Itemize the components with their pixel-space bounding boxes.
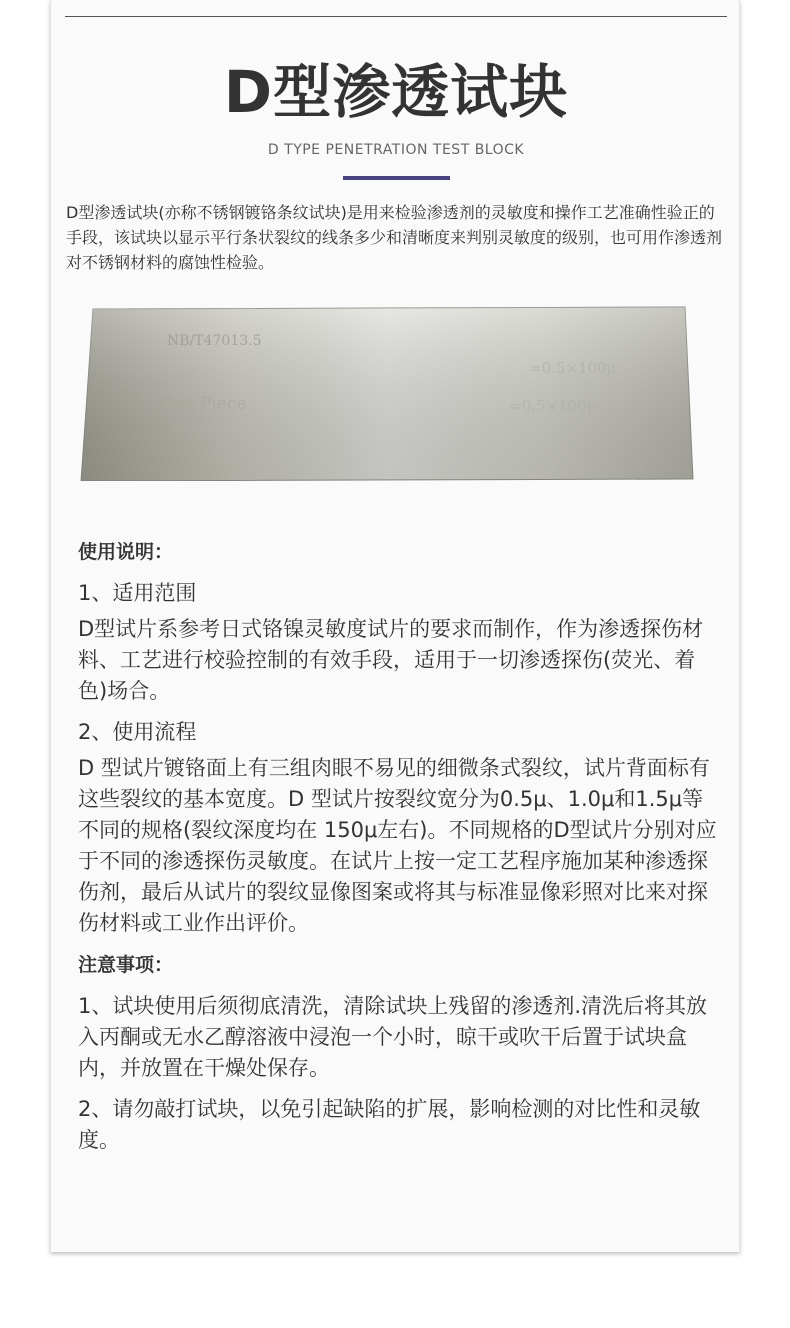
test-block-image <box>79 305 695 481</box>
engraving-spec-1: =0.5×100μ <box>529 359 617 377</box>
engraving-spec-2: =0.5×100μ <box>509 397 597 415</box>
section-body-procedure: D 型试片镀铬面上有三组肉眼不易见的细微条式裂纹，试片背面标有这些裂纹的基本宽度。D 型试片按裂纹宽分为0.5μ、1.0μ和1.5μ等不同的规格(裂纹深度均在 150μ左右)。不同规格的D型试片分别对应于不同的渗透探伤灵敏度。在试片上按一定工艺程序施加某种渗透探伤剂，最后从试片的裂纹显像图案或将其与标准显像彩照对比来对探伤材料或工业作出评价。 <box>78 756 717 935</box>
usage-heading: 使用说明： <box>78 541 174 563</box>
notes-heading: 注意事项： <box>78 954 174 976</box>
note-item-handling: 2、请勿敲打试块，以免引起缺陷的扩展，影响检测的对比性和灵敏度。 <box>78 1097 701 1152</box>
usage-content <box>78 536 718 1166</box>
title-accent-bar <box>343 176 450 180</box>
section-title-procedure: 2、使用流程 <box>78 720 197 744</box>
engraving-label: Test Piece <box>159 394 247 414</box>
top-divider <box>65 16 727 17</box>
note-item-cleaning: 1、试块使用后须彻底清洗，清除试块上残留的渗透剂.清洗后将其放入丙酮或无水乙醇溶液中浸泡一个小时，晾干或吹干后置于试块盒内，并放置在干燥处保存。 <box>78 994 708 1080</box>
engraving-standard: NB/T47013.5 <box>167 333 262 349</box>
page-subtitle: D TYPE PENETRATION TEST BLOCK <box>267 142 525 158</box>
product-card <box>50 0 740 1252</box>
section-title-scope: 1、适用范围 <box>78 581 197 605</box>
page-title: D型渗透试块 <box>223 58 569 126</box>
test-block-photo <box>79 305 695 481</box>
intro-paragraph: D型渗透试块(亦称不锈钢镀铬条纹试块)是用来检验渗透剂的灵敏度和操作工艺准确性验正的手段，该试块以显示平行条状裂纹的线条多少和清晰度来判别灵敏度的级别，也可用作渗透剂对不锈钢材料的腐蚀性检验。 <box>66 203 723 272</box>
section-body-scope: D型试片系参考日式铬镍灵敏度试片的要求而制作，作为渗透探伤材料、工艺进行校验控制的有效手段，适用于一切渗透探伤(荧光、着色)场合。 <box>78 617 704 703</box>
